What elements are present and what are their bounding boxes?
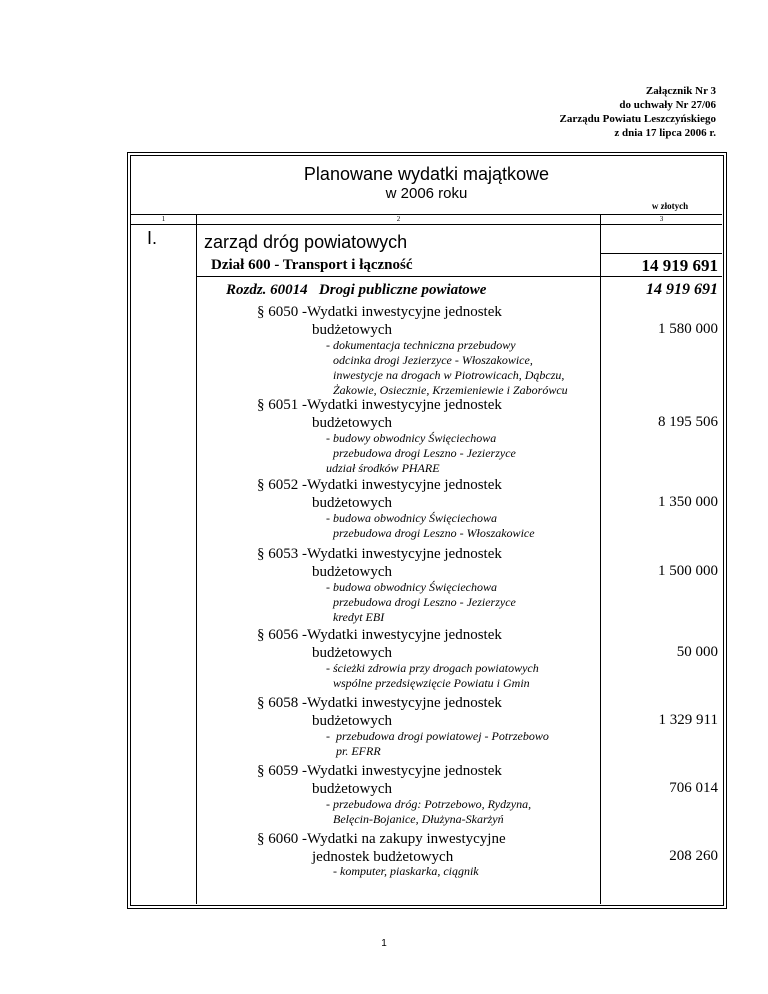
column-number-row-bottom bbox=[131, 224, 722, 225]
header-line: Załącznik Nr 3 bbox=[645, 85, 716, 97]
item-6058-amount: 1 329 911 bbox=[658, 712, 718, 728]
column-number-1: 1 bbox=[161, 215, 166, 223]
item-6050-desc: Żakowie, Osiecznie, Krzemieniewie i Zaborówcu bbox=[333, 383, 568, 397]
table-title: Planowane wydatki majątkowe bbox=[303, 164, 550, 184]
column-number-2: 2 bbox=[396, 215, 401, 223]
item-6060-line1: § 6060 -Wydatki na zakupy inwestycyjne bbox=[257, 831, 506, 847]
rozdzial-label: Rozdz. 60014 Drogi publiczne powiatowe bbox=[226, 282, 487, 298]
item-6050-line2: budżetowych bbox=[312, 322, 392, 338]
amount-divider bbox=[601, 253, 722, 254]
item-6053-desc: - budowa obwodnicy Święciechowa bbox=[326, 580, 497, 594]
item-6050-desc: - dokumentacja techniczna przebudowy bbox=[326, 338, 516, 352]
item-6053-line2: budżetowych bbox=[312, 564, 392, 580]
item-6050-line1: § 6050 -Wydatki inwestycyjne jednostek bbox=[257, 304, 502, 320]
attachment-header bbox=[560, 84, 716, 140]
item-6052-desc: - budowa obwodnicy Święciechowa bbox=[326, 511, 497, 525]
item-6053-amount: 1 500 000 bbox=[658, 563, 718, 579]
item-6056-desc: wspólne przedsięwzięcie Powiatu i Gmin bbox=[333, 676, 530, 690]
item-6051-desc: przebudowa drogi Leszno - Jezierzyce bbox=[333, 446, 516, 460]
page-number: 1 bbox=[381, 938, 387, 949]
dzial-label: Dział 600 - Transport i łączność bbox=[211, 257, 413, 273]
dzial-divider bbox=[197, 276, 722, 277]
item-6058-desc: - przebudowa drogi powiatowej - Potrzebowo bbox=[326, 729, 549, 743]
item-6059-line2: budżetowych bbox=[312, 781, 392, 797]
item-6060-desc: - komputer, piaskarka, ciągnik bbox=[333, 864, 479, 878]
column-number-3: 3 bbox=[659, 215, 664, 223]
item-6053-line1: § 6053 -Wydatki inwestycyjne jednostek bbox=[257, 546, 502, 562]
dzial-amount: 14 919 691 bbox=[641, 256, 718, 275]
item-6050-desc: odcinka drogi Jezierzyce - Włoszakowice, bbox=[333, 353, 533, 367]
item-6058-line1: § 6058 -Wydatki inwestycyjne jednostek bbox=[257, 695, 502, 711]
item-6051-amount: 8 195 506 bbox=[658, 414, 718, 430]
section-number: I. bbox=[147, 228, 158, 248]
item-6059-amount: 706 014 bbox=[669, 780, 718, 796]
item-6052-line2: budżetowych bbox=[312, 495, 392, 511]
item-6059-desc: Belęcin-Bojanice, Dłużyna-Skarżyń bbox=[333, 812, 504, 826]
item-6051-desc: udział środków PHARE bbox=[326, 461, 440, 475]
item-6059-desc: - przebudowa dróg: Potrzebowo, Rydzyna, bbox=[326, 797, 532, 811]
item-6058-desc: pr. EFRR bbox=[336, 744, 381, 758]
item-6052-desc: przebudowa drogi Leszno - Włoszakowice bbox=[333, 526, 535, 540]
item-6060-line2: jednostek budżetowych bbox=[312, 849, 454, 865]
item-6051-desc: - budowy obwodnicy Święciechowa bbox=[326, 431, 497, 445]
item-6059-line1: § 6059 -Wydatki inwestycyjne jednostek bbox=[257, 763, 502, 779]
item-6050-desc: inwestycje na drogach w Piotrowicach, Dąbczu, bbox=[333, 368, 565, 382]
item-6052-line1: § 6052 -Wydatki inwestycyjne jednostek bbox=[257, 477, 502, 493]
item-6052-amount: 1 350 000 bbox=[658, 494, 718, 510]
item-6050-amount: 1 580 000 bbox=[658, 321, 718, 337]
rozdzial-amount: 14 919 691 bbox=[646, 281, 718, 298]
column-divider-1 bbox=[196, 214, 197, 904]
section-title: zarząd dróg powiatowych bbox=[204, 232, 408, 252]
header-line: do uchwały Nr 27/06 bbox=[619, 99, 716, 111]
item-6056-line2: budżetowych bbox=[312, 645, 392, 661]
item-6060-amount: 208 260 bbox=[669, 848, 718, 864]
unit-label: w złotych bbox=[651, 201, 689, 211]
item-6053-desc: przebudowa drogi Leszno - Jezierzyce bbox=[333, 595, 516, 609]
item-6058-line2: budżetowych bbox=[312, 713, 392, 729]
table-subtitle: w 2006 roku bbox=[385, 185, 468, 202]
item-6056-line1: § 6056 -Wydatki inwestycyjne jednostek bbox=[257, 627, 502, 643]
item-6051-line2: budżetowych bbox=[312, 415, 392, 431]
header-line: Zarządu Powiatu Leszczyńskiego bbox=[559, 113, 716, 125]
item-6053-desc: kredyt EBI bbox=[333, 610, 385, 624]
item-6056-desc: - ścieżki zdrowia przy drogach powiatowych bbox=[326, 661, 539, 675]
column-divider-2 bbox=[600, 214, 601, 904]
header-line: z dnia 17 lipca 2006 r. bbox=[614, 127, 716, 139]
item-6051-line1: § 6051 -Wydatki inwestycyjne jednostek bbox=[257, 397, 502, 413]
item-6056-amount: 50 000 bbox=[676, 644, 718, 660]
